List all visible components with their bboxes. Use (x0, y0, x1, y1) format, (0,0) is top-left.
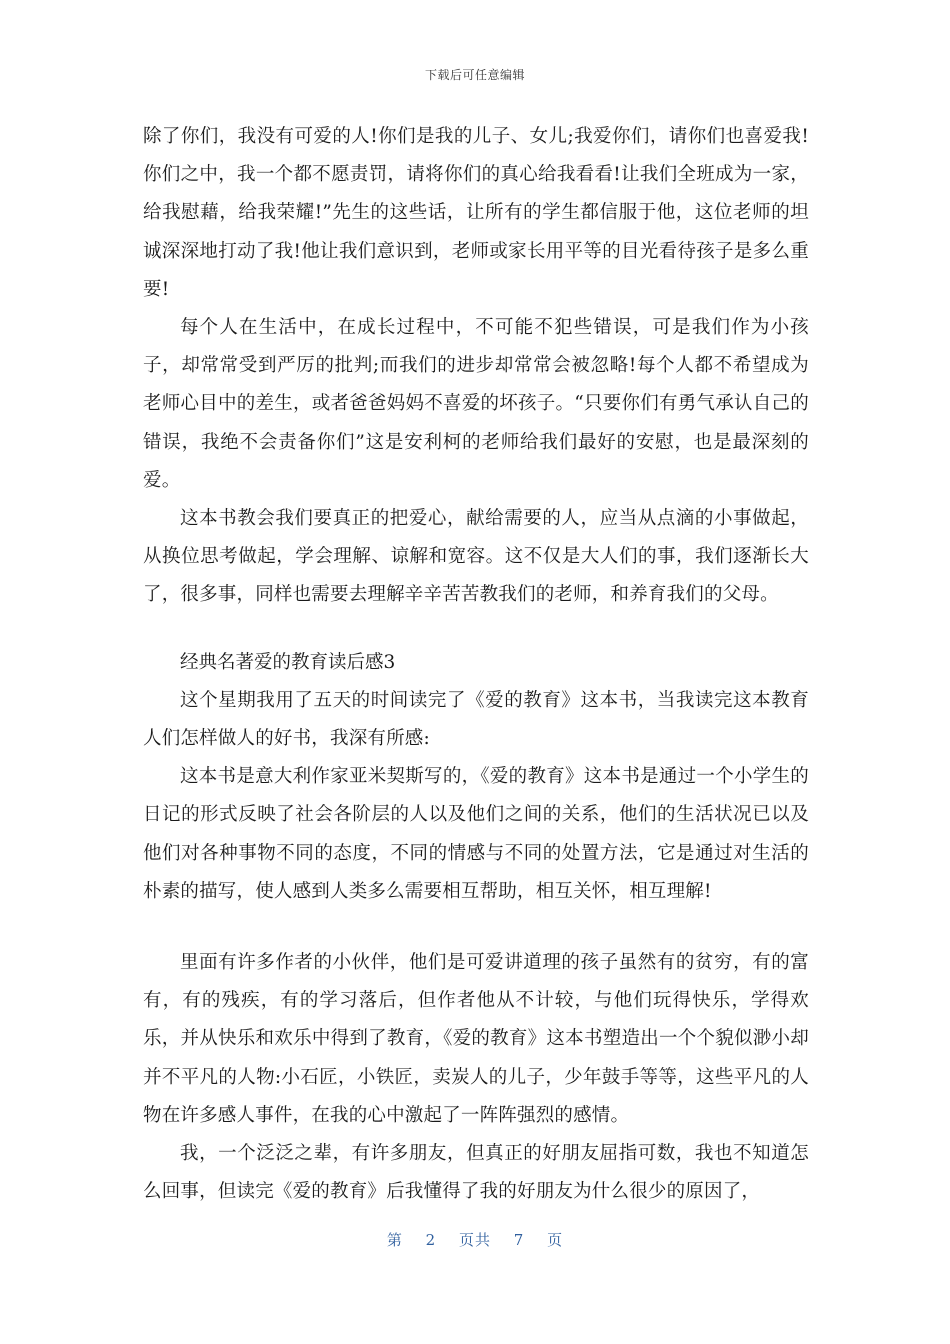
paragraph-continued: 除了你们，我没有可爱的人!你们是我的儿子、女儿;我爱你们，请你们也喜爱我!你们之中，我一个都不愿责罚，请将你们的真心给我看看!让我们全班成为一家，给我慰藉，给我荣耀!”先生的这些话，让所有的学生都信服于他，这位老师的坦诚深深地打动了我!他让我们意识到，老师或家长用平等的目光看待孩子是多么重要! (143, 126, 809, 300)
footer-total-pages: 7 (513, 1231, 525, 1249)
paragraph: 我，一个泛泛之辈，有许多朋友，但真正的好朋友屈指可数，我也不知道怎么回事，但读完《爱的教育》后我懂得了我的好朋友为什么很少的原因了， (143, 1143, 809, 1203)
section-title: 经典名著爱的教育读后感3 (180, 651, 396, 673)
section-gap (143, 615, 809, 644)
paragraph-gap (143, 911, 809, 944)
footer-prefix: 第 (386, 1231, 403, 1249)
footer-middle: 页共 (458, 1231, 491, 1249)
paragraph: 每个人在生活中，在成长过程中，不可能不犯些错误，可是我们作为小孩子，却常常受到严厉的批判;而我们的进步却常常会被忽略!每个人都不希望成为老师心目中的差生，或者爸爸妈妈不喜爱的坏孩子。“只要你们有勇气承认自己的错误，我绝不会责备你们”这是安利柯的老师给我们最好的安慰，也是最深刻的爱。 (143, 317, 809, 491)
paragraph: 这本书教会我们要真正的把爱心，献给需要的人，应当从点滴的小事做起，从换位思考做起，学会理解、谅解和宽容。这不仅是大人们的事，我们逐渐长大了，很多事，同样也需要去理解辛辛苦苦教我们的老师，和养育我们的父母。 (143, 508, 809, 606)
document-body (143, 118, 809, 1211)
paragraph: 里面有许多作者的小伙伴，他们是可爱讲道理的孩子虽然有的贫穷，有的富有，有的残疾，有的学习落后，但作者他从不计较，与他们玩得快乐，学得欢乐，并从快乐和欢乐中得到了教育，《爱的教育》这本书塑造出一个个貌似渺小却并不平凡的人物:小石匠，小铁匠，卖炭人的儿子，少年鼓手等等，这些平凡的人物在许多感人事件，在我的心中激起了一阵阵强烈的感情。 (143, 952, 809, 1126)
paragraph: 这本书是意大利作家亚米契斯写的，《爱的教育》这本书是通过一个小学生的日记的形式反映了社会各阶层的人以及他们之间的关系，他们的生活状况已以及他们对各种事物不同的态度，不同的情感与不同的处置方法，它是通过对生活的朴素的描写，使人感到人类多么需要相互帮助，相互关怀，相互理解! (143, 766, 809, 902)
page-footer (0, 1229, 950, 1250)
page-header: 下载后可任意编辑 (424, 68, 525, 82)
paragraph: 这个星期我用了五天的时间读完了《爱的教育》这本书，当我读完这本教育人们怎样做人的好书，我深有所感: (143, 689, 809, 750)
footer-suffix: 页 (547, 1231, 564, 1249)
footer-current-page: 2 (425, 1231, 437, 1249)
